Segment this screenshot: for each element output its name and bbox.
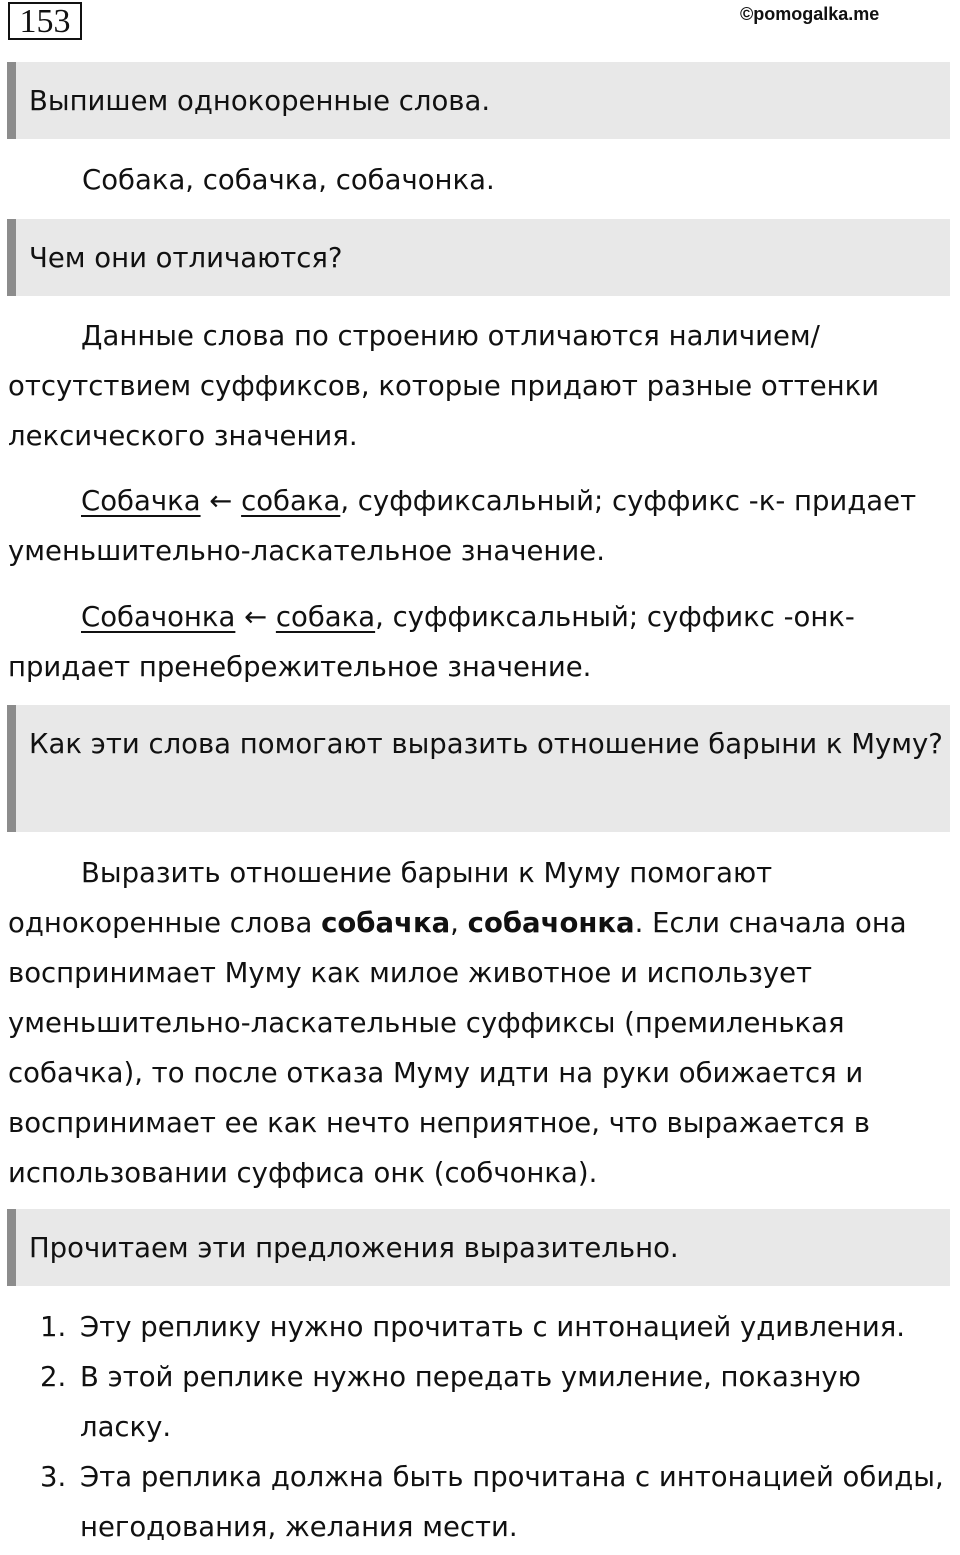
- list-item: [40, 1452, 958, 1552]
- site-watermark: ©pomogalka.me: [740, 4, 880, 24]
- answer-3-part-2: ,: [450, 907, 468, 939]
- answer-3-part-3: . Если сначала она воспринимает Муму как милое животное и использует уменьшительно-ласкательные суффиксы (премиленькая собачка), то после отказа Муму идти на руки обижается и воспринимает ее как нечто неприятное, что выражается в использовании суффиса онк (собчонка).: [8, 907, 907, 1189]
- derivation-rest-2: , суффиксальный; суффикс -онк- придает пренебрежительное значение.: [8, 601, 855, 683]
- derivation-2: [8, 592, 953, 692]
- list-item: [40, 1352, 958, 1452]
- list-item-text: Эта реплика должна быть прочитана с интонацией обиды, негодования, желания мести.: [80, 1461, 944, 1543]
- derivation-arrow-2: ←: [235, 601, 276, 633]
- derivation-arrow-1: ←: [200, 485, 242, 517]
- list-item-number: 1.: [40, 1311, 67, 1343]
- list-item-text: Эту реплику нужно прочитать с интонацией удивления.: [80, 1311, 905, 1343]
- answer-3-bold-1: собачка: [321, 907, 451, 939]
- derived-word-1: Собачка: [81, 485, 201, 517]
- page-number: 153: [8, 2, 82, 40]
- answer-4-list: [40, 1302, 958, 1552]
- derivation-rest-1: , суффиксальный; суффикс -к- придает уменьшительно-ласкательное значение.: [8, 485, 917, 567]
- base-word-2: собака: [275, 601, 376, 633]
- list-item-number: 2.: [40, 1361, 67, 1393]
- derived-word-2: Собачонка: [81, 601, 236, 633]
- answer-3-text: [8, 848, 953, 1198]
- list-item-text: В этой реплике нужно передать умиление, показную ласку.: [80, 1361, 861, 1443]
- answer-3-bold-2: собачонка: [467, 907, 635, 939]
- list-item-number: 3.: [40, 1461, 67, 1493]
- base-word-1: собака: [241, 485, 341, 517]
- question-4: Прочитаем эти предложения выразительно.: [7, 1209, 950, 1286]
- list-item: [40, 1302, 958, 1352]
- question-2: Чем они отличаются?: [7, 219, 950, 296]
- question-1: Выпишем однокоренные слова.: [7, 62, 950, 139]
- derivation-1: [8, 476, 953, 576]
- answer-3-part-1: Выразить отношение барыни к Муму помогают однокоренные слова: [8, 857, 773, 939]
- root-words-line: Собака, собачка, собачонка.: [82, 164, 495, 196]
- question-3: Как эти слова помогают выразить отношение барыни к Муму?: [7, 705, 950, 832]
- answer-2-text: Данные слова по строению отличаются наличием/отсутствием суффиксов, которые придают разные оттенки лексического значения.: [8, 320, 880, 452]
